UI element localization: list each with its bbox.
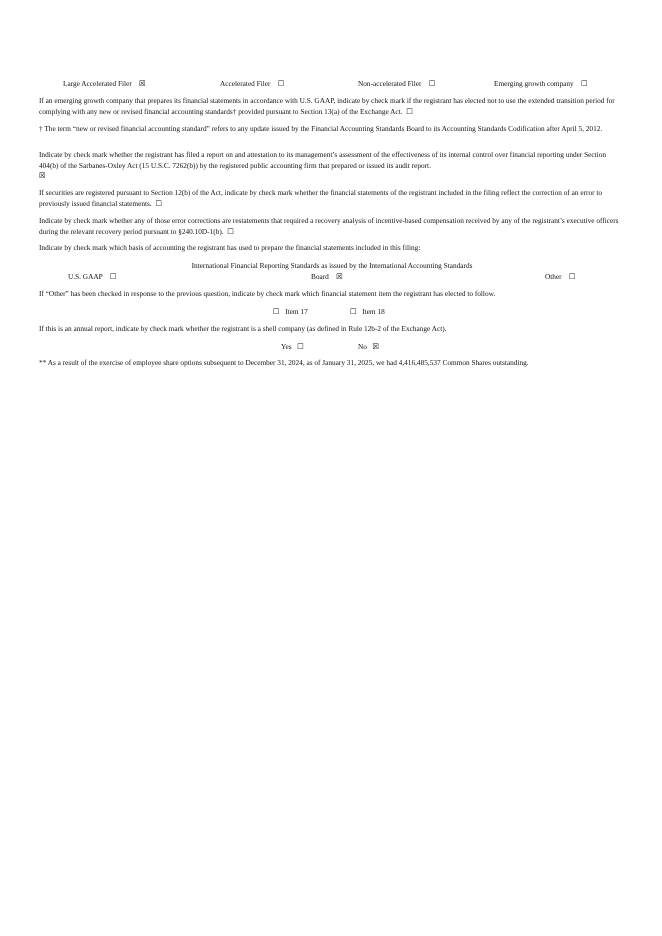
item17-label: Item 17 xyxy=(285,307,308,316)
us-gaap-option xyxy=(68,272,116,283)
restatement-checkbox: ☐ xyxy=(227,226,234,236)
egc-transition-text: If an emerging growth company that prepares its financial statements in accordance with U.S. GAAP, indicate by check mark if the registrant has elected not to use the extended transition period for complying with any new or revised financial accounting standards† provided pursuant to Section 13(a) of the Exchange Act. xyxy=(39,96,615,116)
accounting-basis-row xyxy=(39,272,625,283)
non-accelerated-filer-label: Non-accelerated Filer xyxy=(358,79,422,88)
item18-checkbox: ☐ xyxy=(350,307,357,316)
item18-option xyxy=(350,307,385,318)
emerging-growth-option xyxy=(494,79,588,90)
item17-checkbox: ☐ xyxy=(273,307,280,316)
accelerated-filer-option xyxy=(220,79,284,90)
egc-transition-paragraph xyxy=(39,96,625,117)
item17-option xyxy=(273,307,308,318)
ifrs-checkbox: ☒ xyxy=(336,272,343,281)
non-accelerated-filer-checkbox: ☐ xyxy=(428,79,436,88)
shell-company-question: If this is an annual report, indicate by check mark whether the registrant is a shell company (as defined in Rule 12b-2 of the Exchange Act). xyxy=(39,324,447,333)
item-choice-row xyxy=(39,307,625,318)
accelerated-filer-label: Accelerated Filer xyxy=(220,79,271,88)
restatement-paragraph xyxy=(39,216,625,237)
shell-no-label: No xyxy=(358,342,367,351)
large-accelerated-filer-checkbox: ☒ xyxy=(139,79,146,88)
shell-answer-row xyxy=(39,342,625,353)
shell-no-option xyxy=(358,342,379,353)
shares-outstanding-footnote: ** As a result of the exercise of employee share options subsequent to December 31, 2024, as of January 31, 2025, we had 4,416,485,537 Common Shares outstanding. xyxy=(39,358,529,367)
shell-yes-label: Yes xyxy=(281,342,292,351)
egc-transition-checkbox: ☐ xyxy=(406,106,413,116)
other-item-question: If “Other” has been checked in response to the previous question, indicate by check mark which financial statement item the registrant has elected to follow. xyxy=(39,289,496,298)
restatement-text: Indicate by check mark whether any of those error corrections are restatements that required a recovery analysis of incentive-based compensation received by any of the registrant’s executive officers during the relevant recovery period pursuant to §240.10D-1(b). xyxy=(39,216,619,236)
dagger-footnote: † The term “new or revised financial accounting standard” refers to any update issued by the Financial Accounting Standards Board to its Accounting Standards Codification after April 5, 2012. xyxy=(39,124,603,133)
icfr-text: Indicate by check mark whether the registrant has filed a report on and attestation to its management’s assessment of the effectiveness of its internal control over financial reporting under Section 404(b) of the Sarbanes-Oxley Act (15 U.S.C. 7262(b)) by the registered public accounting firm that prepared or issued its audit report. xyxy=(39,150,607,170)
emerging-growth-label: Emerging growth company xyxy=(494,79,574,88)
us-gaap-checkbox: ☐ xyxy=(109,272,117,281)
icfr-paragraph xyxy=(39,150,625,182)
ifrs-label-line2: Board xyxy=(311,272,329,281)
filer-status-row xyxy=(39,79,625,90)
error-correction-checkbox: ☐ xyxy=(155,198,163,208)
ifrs-label-line1: International Financial Reporting Standards as issued by the International Accounting Standards xyxy=(191,261,473,270)
shell-yes-checkbox: ☐ xyxy=(297,342,304,351)
large-accelerated-filer-label: Large Accelerated Filer xyxy=(63,79,132,88)
shell-yes-option xyxy=(281,342,304,353)
us-gaap-label: U.S. GAAP xyxy=(68,272,103,281)
non-accelerated-filer-option xyxy=(358,79,435,90)
other-basis-label: Other xyxy=(545,272,562,281)
accelerated-filer-checkbox: ☐ xyxy=(277,79,285,88)
shell-no-checkbox: ☒ xyxy=(372,342,380,351)
error-correction-text: If securities are registered pursuant to Section 12(b) of the Act, indicate by check mark whether the financial statements of the registrant included in the filing reflect the correction of an error to previously issued financial statements. xyxy=(39,188,603,208)
ifrs-option xyxy=(311,272,343,283)
other-basis-option xyxy=(545,272,576,283)
large-accelerated-filer-option xyxy=(63,79,146,90)
emerging-growth-checkbox: ☐ xyxy=(581,79,588,88)
item18-label: Item 18 xyxy=(362,307,385,316)
accounting-basis-question: Indicate by check mark which basis of accounting the registrant has used to prepare the financial statements included in this filing: xyxy=(39,243,421,252)
other-basis-checkbox: ☐ xyxy=(568,272,576,281)
icfr-checkbox: ☒ xyxy=(39,171,46,181)
error-correction-paragraph xyxy=(39,188,625,209)
